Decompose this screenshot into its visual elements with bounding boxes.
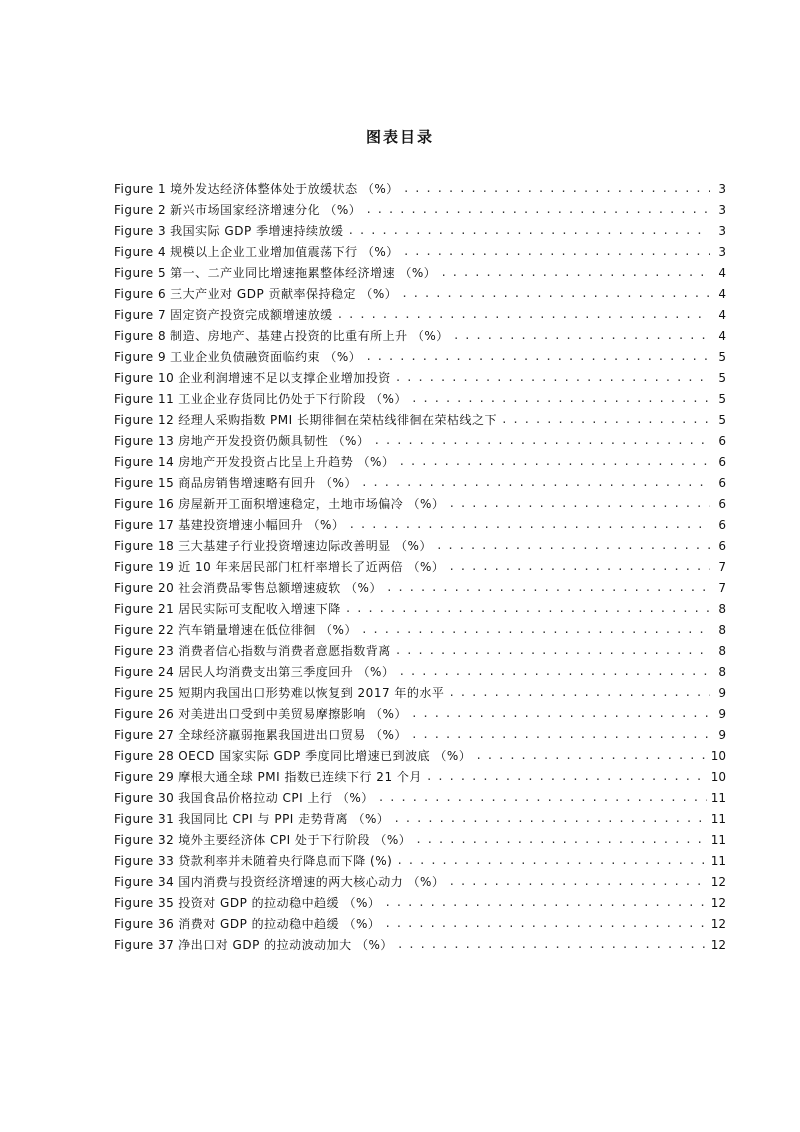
toc-entry-label xyxy=(114,895,380,911)
toc-entry[interactable] xyxy=(114,386,726,407)
toc-entry-label xyxy=(114,559,444,575)
toc-entry-label xyxy=(114,832,411,848)
toc-entry-label xyxy=(114,769,422,785)
figure-caption: 对美进出口受到中美贸易摩擦影响 （%） xyxy=(178,707,407,721)
page-number: 7 xyxy=(718,581,726,595)
figure-caption: 汽车销量增速在低位徘徊 （%） xyxy=(178,623,357,637)
toc-entry[interactable] xyxy=(114,617,726,638)
figure-caption: 摩根大通全球 PMI 指数已连续下行 21 个月 xyxy=(178,770,422,784)
toc-entry[interactable] xyxy=(114,596,726,617)
dot-leader xyxy=(453,328,710,344)
dot-leader xyxy=(395,643,710,659)
figure-number: Figure 21 xyxy=(114,602,175,616)
toc-entry-label xyxy=(114,328,449,344)
dot-leader xyxy=(501,412,710,428)
figure-number: Figure 27 xyxy=(114,728,175,742)
dot-leader xyxy=(373,433,710,449)
page-number: 5 xyxy=(718,371,726,385)
toc-entry-label xyxy=(114,748,471,764)
toc-entry-label xyxy=(114,727,407,743)
dot-leader xyxy=(426,769,707,785)
figure-number: Figure 36 xyxy=(114,917,175,931)
page-number: 9 xyxy=(718,728,726,742)
figure-caption: 第一、二产业同比增速拖累整体经济增速 （%） xyxy=(170,266,437,280)
figure-number: Figure 17 xyxy=(114,518,175,532)
figure-number: Figure 23 xyxy=(114,644,175,658)
toc-entry-label xyxy=(114,790,374,806)
figure-number: Figure 29 xyxy=(114,770,175,784)
dot-leader xyxy=(396,853,706,869)
figure-number: Figure 1 xyxy=(114,182,167,196)
figure-caption: 贷款利率并未随着央行降息而下降 (%) xyxy=(178,854,393,868)
figure-caption: 投资对 GDP 的拉动稳中趋缓 （%） xyxy=(178,896,381,910)
figure-number: Figure 5 xyxy=(114,266,167,280)
toc-entry-label xyxy=(114,853,392,869)
toc-entry[interactable] xyxy=(114,764,726,785)
toc-entry-label xyxy=(114,916,380,932)
toc-entry-label xyxy=(114,244,399,260)
page-number: 8 xyxy=(718,623,726,637)
toc-entry[interactable] xyxy=(114,281,726,302)
page-number: 12 xyxy=(710,917,726,931)
figure-number: Figure 9 xyxy=(114,350,167,364)
toc-entry-label xyxy=(114,412,497,428)
figure-caption: 工业企业存货同比仍处于下行阶段 （%） xyxy=(178,392,407,406)
page-number: 9 xyxy=(718,707,726,721)
toc-entry[interactable] xyxy=(114,848,726,869)
page-number: 6 xyxy=(718,434,726,448)
figure-caption: 居民人均消费支出第三季度回升 （%） xyxy=(178,665,395,679)
dot-leader xyxy=(411,727,710,743)
figure-caption: 境外主要经济体 CPI 处于下行阶段 （%） xyxy=(178,833,412,847)
figure-number: Figure 30 xyxy=(114,791,175,805)
figure-caption: 经理人采购指数 PMI 长期徘徊在荣枯线徘徊在荣枯线之下 xyxy=(178,413,497,427)
toc-entry[interactable] xyxy=(114,218,726,239)
figure-number: Figure 22 xyxy=(114,623,175,637)
toc-entry-label xyxy=(114,223,344,239)
dot-leader xyxy=(393,811,706,827)
dot-leader xyxy=(448,496,710,512)
figure-caption: 我国食品价格拉动 CPI 上行 （%） xyxy=(178,791,374,805)
toc-entry[interactable] xyxy=(114,449,726,470)
page-number: 8 xyxy=(718,665,726,679)
dot-leader xyxy=(361,475,710,491)
toc-entry[interactable] xyxy=(114,785,726,806)
dot-leader xyxy=(411,391,710,407)
toc-entry[interactable] xyxy=(114,869,726,890)
page-number: 12 xyxy=(710,875,726,889)
toc-entry-label xyxy=(114,517,344,533)
toc-entry-label xyxy=(114,349,361,365)
figure-caption: 规模以上企业工业增加值震荡下行 （%） xyxy=(170,245,399,259)
figure-number: Figure 34 xyxy=(114,875,175,889)
figure-caption: 消费者信心指数与消费者意愿指数背离 xyxy=(178,644,391,658)
figure-number: Figure 12 xyxy=(114,413,175,427)
figure-caption: 房屋新开工面积增速稳定，土地市场偏冷 （%） xyxy=(178,497,445,511)
figure-number: Figure 10 xyxy=(114,371,175,385)
dot-leader xyxy=(398,664,710,680)
toc-entry-label xyxy=(114,874,444,890)
toc-entry-label xyxy=(114,454,394,470)
page-number: 8 xyxy=(718,602,726,616)
figure-caption: 近 10 年来居民部门杠杆率增长了近两倍 （%） xyxy=(178,560,445,574)
toc-entry-label xyxy=(114,538,432,554)
figure-number: Figure 15 xyxy=(114,476,175,490)
toc-entry-label xyxy=(114,265,436,281)
dot-leader xyxy=(365,202,710,218)
dot-leader xyxy=(448,874,706,890)
toc-entry[interactable] xyxy=(114,575,726,596)
toc-entry[interactable] xyxy=(114,197,726,218)
page-number: 4 xyxy=(718,329,726,343)
dot-leader xyxy=(384,916,706,932)
dot-leader xyxy=(475,748,706,764)
toc-entry-label xyxy=(114,370,391,386)
dot-leader xyxy=(440,265,710,281)
figure-caption: 全球经济羸弱拖累我国进出口贸易 （%） xyxy=(178,728,407,742)
figure-number: Figure 8 xyxy=(114,329,167,343)
toc-entry[interactable] xyxy=(114,260,726,281)
dot-leader xyxy=(448,559,710,575)
toc-entry[interactable] xyxy=(114,407,726,428)
toc-entry-label xyxy=(114,433,369,449)
dot-leader xyxy=(397,937,707,953)
toc-entry-label xyxy=(114,937,393,953)
figure-number: Figure 19 xyxy=(114,560,175,574)
figure-number: Figure 4 xyxy=(114,245,167,259)
figure-caption: 新兴市场国家经济增速分化 （%） xyxy=(170,203,362,217)
dot-leader xyxy=(436,538,710,554)
toc-entry[interactable] xyxy=(114,428,726,449)
figure-caption: 固定资产投资完成额增速放缓 xyxy=(170,308,333,322)
page-number: 4 xyxy=(718,287,726,301)
toc-entry-label xyxy=(114,664,394,680)
toc-entry[interactable] xyxy=(114,554,726,575)
toc-entry[interactable] xyxy=(114,512,726,533)
page-number: 6 xyxy=(718,539,726,553)
figure-caption: 我国同比 CPI 与 PPI 走势背离 （%） xyxy=(178,812,390,826)
page-number: 11 xyxy=(710,854,726,868)
toc-entry-label xyxy=(114,496,444,512)
figure-number: Figure 14 xyxy=(114,455,175,469)
dot-leader xyxy=(361,622,710,638)
toc-entry[interactable] xyxy=(114,743,726,764)
figure-caption: 居民实际可支配收入增速下降 xyxy=(178,602,341,616)
figure-caption: 社会消费品零售总额增速疲软 （%） xyxy=(178,581,382,595)
toc-entry[interactable] xyxy=(114,344,726,365)
toc-entry-label xyxy=(114,643,391,659)
page-number: 4 xyxy=(718,266,726,280)
page-number: 5 xyxy=(718,350,726,364)
toc-entry[interactable] xyxy=(114,176,726,197)
figure-caption: 境外发达经济体整体处于放缓状态 （%） xyxy=(170,182,399,196)
dot-leader xyxy=(411,706,710,722)
figure-number: Figure 31 xyxy=(114,812,175,826)
dot-leader xyxy=(365,349,710,365)
toc-entry[interactable] xyxy=(114,470,726,491)
figure-number: Figure 11 xyxy=(114,392,175,406)
figure-caption: 制造、房地产、基建占投资的比重有所上升 （%） xyxy=(170,329,449,343)
toc-entry-label xyxy=(114,475,357,491)
page-number: 11 xyxy=(710,833,726,847)
dot-leader xyxy=(403,181,710,197)
toc-entry[interactable] xyxy=(114,911,726,932)
figure-number: Figure 18 xyxy=(114,539,175,553)
dot-leader xyxy=(345,601,710,617)
figure-caption: 国内消费与投资经济增速的两大核心动力 （%） xyxy=(178,875,445,889)
page-number: 5 xyxy=(718,392,726,406)
figure-caption: 基建投资增速小幅回升 （%） xyxy=(178,518,345,532)
dot-leader xyxy=(403,244,710,260)
dot-leader xyxy=(415,832,706,848)
toc-entry-label xyxy=(114,286,397,302)
figure-caption: OECD 国家实际 GDP 季度同比增速已到波底 （%） xyxy=(178,749,472,763)
toc-entry[interactable] xyxy=(114,827,726,848)
toc-entry[interactable] xyxy=(114,491,726,512)
toc-entry-label xyxy=(114,307,333,323)
toc-entry-label xyxy=(114,685,444,701)
dot-leader xyxy=(384,895,706,911)
page-number: 11 xyxy=(710,791,726,805)
figure-number: Figure 33 xyxy=(114,854,175,868)
toc-entry[interactable] xyxy=(114,533,726,554)
toc-entry-label xyxy=(114,391,407,407)
toc-entry[interactable] xyxy=(114,365,726,386)
figure-number: Figure 32 xyxy=(114,833,175,847)
toc-entry[interactable] xyxy=(114,701,726,722)
page-number: 4 xyxy=(718,308,726,322)
page-number: 8 xyxy=(718,644,726,658)
figure-number: Figure 28 xyxy=(114,749,175,763)
toc-entry-label xyxy=(114,622,357,638)
page-number: 6 xyxy=(718,518,726,532)
toc-entry[interactable] xyxy=(114,722,726,743)
page-number: 10 xyxy=(710,749,726,763)
page-number: 3 xyxy=(718,203,726,217)
figure-caption: 净出口对 GDP 的拉动波动加大 （%） xyxy=(178,938,393,952)
toc-entry[interactable] xyxy=(114,638,726,659)
toc-entry[interactable] xyxy=(114,239,726,260)
figure-number: Figure 7 xyxy=(114,308,167,322)
figure-caption: 三大产业对 GDP 贡献率保持稳定 （%） xyxy=(170,287,398,301)
toc-entry[interactable] xyxy=(114,932,726,953)
page-number: 10 xyxy=(710,770,726,784)
page-number: 6 xyxy=(718,455,726,469)
figure-number: Figure 2 xyxy=(114,203,167,217)
dot-leader xyxy=(378,790,707,806)
page-title: 图表目录 xyxy=(365,128,434,146)
dot-leader xyxy=(448,685,710,701)
page-number: 3 xyxy=(718,182,726,196)
figure-number: Figure 37 xyxy=(114,938,175,952)
figure-caption: 三大基建子行业投资增速边际改善明显 （%） xyxy=(178,539,432,553)
page-number: 7 xyxy=(718,560,726,574)
page-number: 9 xyxy=(718,686,726,700)
page-number: 6 xyxy=(718,497,726,511)
toc-entry-label xyxy=(114,706,407,722)
page-number: 5 xyxy=(718,413,726,427)
toc-entry[interactable] xyxy=(114,323,726,344)
figure-number: Figure 16 xyxy=(114,497,175,511)
toc-entry[interactable] xyxy=(114,680,726,701)
toc-entry[interactable] xyxy=(114,806,726,827)
figure-list xyxy=(114,176,726,953)
figure-number: Figure 24 xyxy=(114,665,175,679)
toc-entry[interactable] xyxy=(114,302,726,323)
page-number: 3 xyxy=(718,245,726,259)
figure-number: Figure 3 xyxy=(114,224,167,238)
page-number: 6 xyxy=(718,476,726,490)
figure-caption: 企业利润增速不足以支撑企业增加投资 xyxy=(178,371,391,385)
figure-number: Figure 35 xyxy=(114,896,175,910)
figure-number: Figure 13 xyxy=(114,434,175,448)
dot-leader xyxy=(401,286,710,302)
figure-number: Figure 20 xyxy=(114,581,175,595)
figure-number: Figure 25 xyxy=(114,686,175,700)
dot-leader xyxy=(395,370,710,386)
dot-leader xyxy=(386,580,710,596)
figure-number: Figure 26 xyxy=(114,707,175,721)
dot-leader xyxy=(398,454,710,470)
dot-leader xyxy=(348,517,710,533)
toc-entry[interactable] xyxy=(114,890,726,911)
toc-entry-label xyxy=(114,202,361,218)
toc-entry[interactable] xyxy=(114,659,726,680)
figure-caption: 房地产开发投资占比呈上升趋势 （%） xyxy=(178,455,395,469)
figure-caption: 商品房销售增速略有回升 （%） xyxy=(178,476,357,490)
dot-leader xyxy=(348,223,711,239)
page-number: 11 xyxy=(710,812,726,826)
dot-leader xyxy=(337,307,710,323)
toc-entry-label xyxy=(114,811,389,827)
figure-number: Figure 6 xyxy=(114,287,167,301)
toc-entry-label xyxy=(114,580,382,596)
page-number: 3 xyxy=(718,224,726,238)
figure-caption: 消费对 GDP 的拉动稳中趋缓 （%） xyxy=(178,917,381,931)
page-number: 12 xyxy=(710,896,726,910)
toc-entry-label xyxy=(114,601,341,617)
toc-entry-label xyxy=(114,181,399,197)
figure-caption: 工业企业负债融资面临约束 （%） xyxy=(170,350,362,364)
figure-caption: 房地产开发投资仍颇具韧性 （%） xyxy=(178,434,370,448)
page-number: 12 xyxy=(710,938,726,952)
figure-caption: 我国实际 GDP 季增速持续放缓 xyxy=(170,224,344,238)
figure-caption: 短期内我国出口形势难以恢复到 2017 年的水平 xyxy=(178,686,445,700)
